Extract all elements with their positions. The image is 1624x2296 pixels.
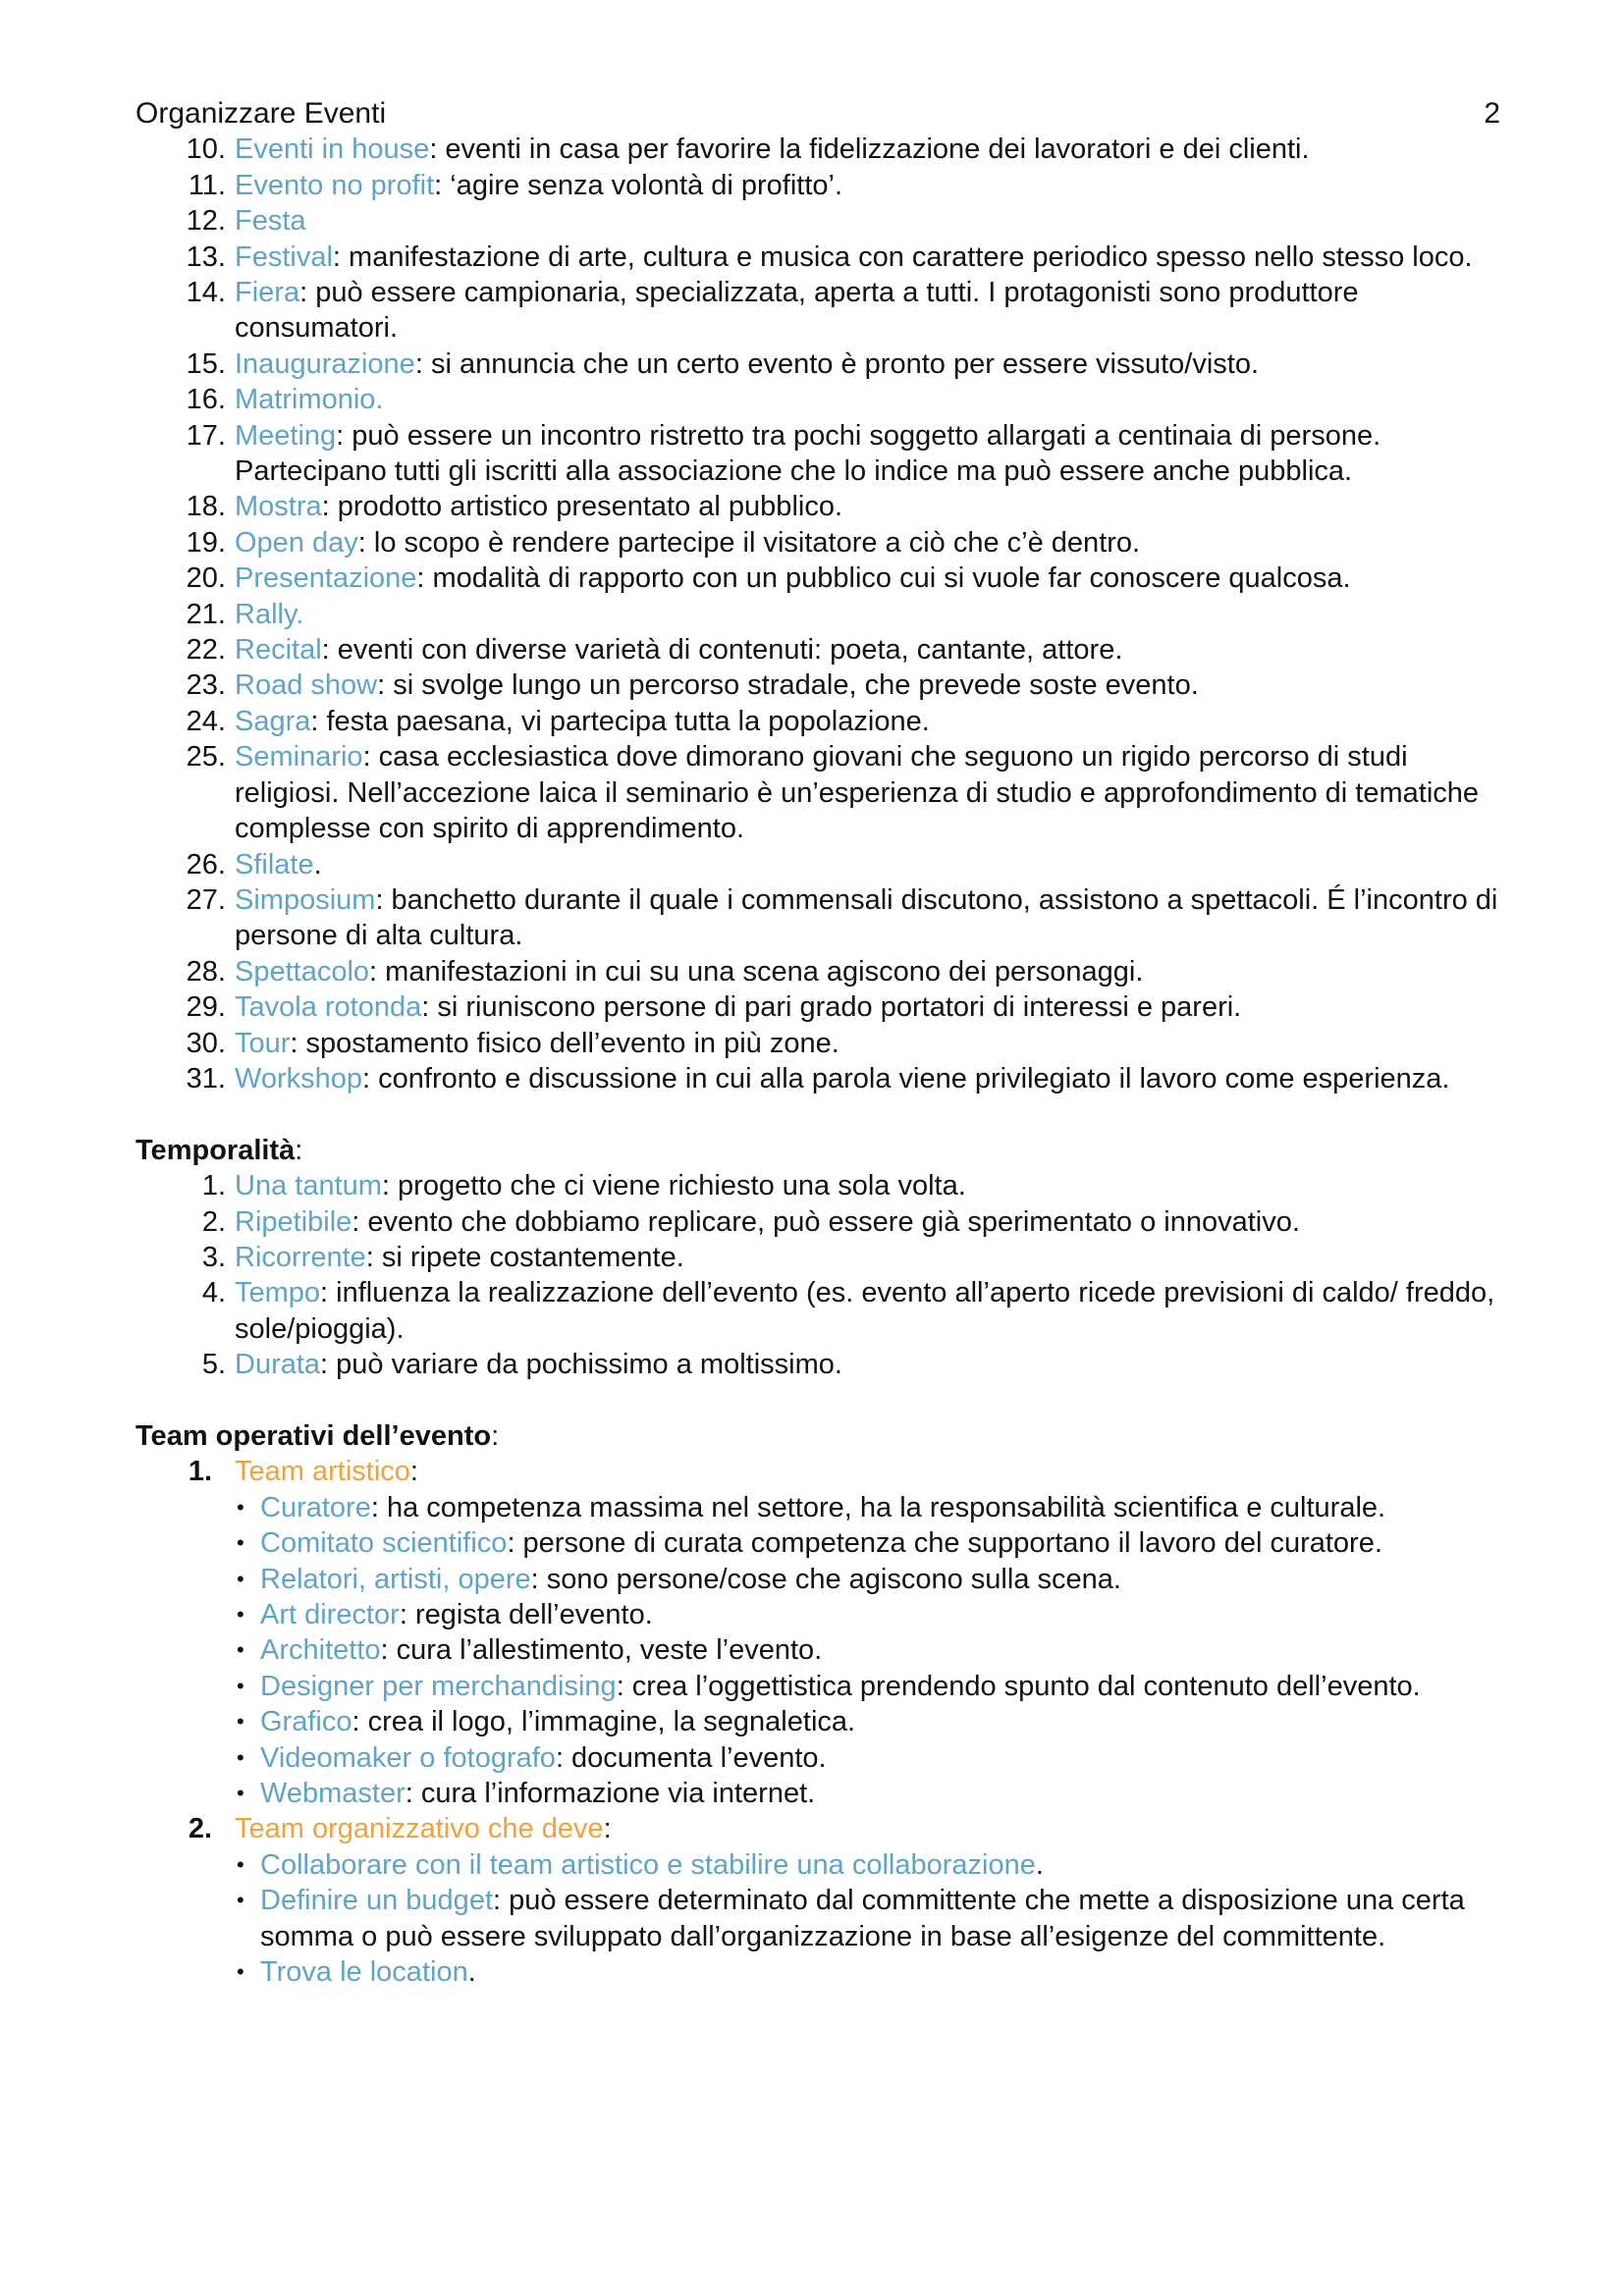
bullet-icon: •: [237, 1530, 244, 1556]
item-description: : eventi con diverse varietà di contenuti: poeta, cantante, attore.: [321, 634, 1123, 667]
list-item: [135, 203, 1500, 239]
item-term: Meeting: [235, 419, 337, 452]
item-term: Festa: [235, 205, 306, 238]
item-description: .: [467, 1956, 476, 1989]
item-description: : confronto e discussione in cui alla parola viene privilegiato il lavoro come esperienza.: [362, 1062, 1450, 1095]
item-description: : lo scopo è rendere partecipe il visitatore a ciò che c’è dentro.: [357, 526, 1141, 559]
item-number: 11.: [188, 169, 226, 201]
item-description: : crea l’oggettistica prendendo spunto dal contenuto dell’evento.: [616, 1670, 1421, 1702]
item-description: : cura l’informazione via internet.: [405, 1778, 816, 1810]
item-number: 15.: [186, 347, 226, 380]
bullet-icon: •: [237, 1602, 244, 1628]
item-number: 23.: [186, 669, 226, 702]
item-number: 25.: [186, 741, 226, 774]
list-item: [135, 382, 1500, 417]
item-description: : modalità di rapporto con un pubblico cui si vuole far conoscere qualcosa.: [416, 562, 1351, 595]
item-description: : si svolge lungo un percorso stradale, che prevede soste evento.: [377, 669, 1199, 702]
group-label-colon: :: [409, 1456, 418, 1488]
item-description: : può essere determinato dal committente che mette a disposizione una certa somma o può essere sviluppato dall’organizzazione in base all’esigenze del committente.: [260, 1885, 1465, 1952]
item-term: Durata: [235, 1349, 321, 1381]
item-term: Eventi in house: [235, 133, 430, 166]
list-item: [135, 275, 1500, 347]
item-term: Tempo: [235, 1277, 321, 1309]
temporalita-heading: [135, 1133, 1500, 1168]
item-term: Definire un budget: [260, 1885, 493, 1917]
item-term: Presentazione: [235, 562, 417, 595]
item-number: 26.: [186, 848, 226, 881]
list-item: [135, 667, 1500, 703]
document-title: Organizzare Eventi: [135, 97, 387, 130]
list-item: [135, 882, 1500, 954]
list-item: [135, 1204, 1500, 1240]
item-description: .: [313, 848, 322, 881]
bullet-icon: •: [237, 1709, 244, 1735]
page-header: [135, 96, 1500, 132]
item-number: 1.: [201, 1170, 226, 1202]
item-number: 10.: [186, 133, 226, 166]
item-description: : si annuncia che un certo evento è pronto per essere vissuto/visto.: [414, 347, 1260, 380]
bullet-list: [235, 1847, 1500, 1991]
item-description: : spostamento fisico dell’evento in più zone.: [290, 1027, 839, 1059]
spacer: [135, 1383, 1500, 1418]
list-item: [135, 739, 1500, 846]
list-item: [135, 168, 1500, 203]
bullet-icon: •: [237, 1888, 244, 1913]
list-item: [135, 1026, 1500, 1061]
item-term: Mostra: [235, 491, 322, 523]
team-groups-list: [135, 1454, 1500, 1990]
page-number: 2: [1484, 97, 1500, 130]
item-description: : manifestazioni in cui su una scena agiscono dei personaggi.: [369, 955, 1144, 988]
item-number: 5.: [201, 1349, 226, 1381]
item-number: 17.: [186, 419, 226, 452]
group-label: Team organizzativo che deve: [235, 1813, 604, 1845]
item-term: Inaugurazione: [235, 347, 415, 380]
list-item: [135, 561, 1500, 596]
item-number: 19.: [186, 526, 226, 559]
bullet-item: [235, 1669, 1500, 1704]
item-number: 29.: [186, 991, 226, 1024]
spacer: [135, 1096, 1500, 1132]
bullet-item: [235, 1525, 1500, 1561]
item-number: 18.: [186, 491, 226, 523]
section-title: Temporalità: [135, 1134, 296, 1166]
item-term: Tour: [235, 1027, 291, 1059]
item-term: Designer per merchandising: [260, 1670, 617, 1702]
item-description: : si ripete costantemente.: [365, 1241, 684, 1273]
group-number: 1.: [188, 1456, 212, 1488]
bullet-icon: •: [237, 1637, 244, 1663]
item-description: : progetto che ci viene richiesto una sola volta.: [381, 1170, 966, 1202]
item-description: : crea il logo, l’immagine, la segnaletica.: [352, 1706, 856, 1738]
item-description: : ha competenza massima nel settore, ha la responsabilità scientifica e culturale.: [370, 1491, 1386, 1523]
item-term: Comitato scientifico: [260, 1527, 508, 1560]
item-description: : casa ecclesiastica dove dimorano giovani che seguono un rigido percorso di studi religiosi. Nell’accezione laica il seminario è un’esperienza di studio e approfondimento di tematiche complesse con spirito di apprendimento.: [235, 741, 1480, 845]
item-term: Recital: [235, 634, 322, 667]
item-term: Spettacolo: [235, 955, 370, 988]
item-term: Tavola rotonda: [235, 991, 422, 1024]
item-description: : può essere un incontro ristretto tra pochi soggetto allargati a centinaia di persone. Partecipano tutti gli iscritti alla associazione che lo indice ma può essere anche pubblica.: [235, 419, 1381, 488]
list-item: [135, 704, 1500, 739]
item-number: 2.: [201, 1205, 226, 1238]
list-item: [135, 1275, 1500, 1347]
item-number: 28.: [186, 955, 226, 988]
item-term: Trova le location: [260, 1956, 468, 1989]
list-item: [135, 240, 1500, 275]
item-term: Webmaster: [260, 1778, 406, 1810]
bullet-item: [235, 1776, 1500, 1811]
bullet-icon: •: [237, 1673, 244, 1698]
list-item: [135, 632, 1500, 667]
list-item: [135, 597, 1500, 632]
bullet-item: [235, 1847, 1500, 1883]
item-number: 20.: [186, 562, 226, 595]
item-number: 3.: [201, 1241, 226, 1273]
group-number: 2.: [188, 1813, 212, 1845]
item-description: : manifestazione di arte, cultura e musica con carattere periodico spesso nello stesso loco.: [332, 240, 1473, 273]
bullet-icon: •: [237, 1744, 244, 1770]
list-item: [135, 989, 1500, 1025]
group-heading: [235, 1454, 1500, 1489]
item-term: Art director: [260, 1599, 400, 1631]
bullet-icon: •: [237, 1851, 244, 1877]
group-label: Team artistico: [235, 1456, 410, 1488]
document-page: [135, 96, 1500, 1990]
item-term: Architetto: [260, 1634, 381, 1667]
bullet-icon: •: [237, 1781, 244, 1806]
item-term: Fiera: [235, 277, 300, 309]
temporalita-list: [135, 1168, 1500, 1382]
section-title: Team operativi dell’evento: [135, 1419, 492, 1452]
item-term: Simposium: [235, 883, 376, 916]
item-term: Open day: [235, 526, 358, 559]
team-group: [135, 1811, 1500, 1990]
item-description: : eventi in casa per favorire la fidelizzazione dei lavoratori e dei clienti.: [429, 133, 1310, 166]
list-item: [135, 1168, 1500, 1203]
bullet-item: [235, 1490, 1500, 1525]
bullet-item: [235, 1954, 1500, 1990]
item-description: : può essere campionaria, specializzata, aperta a tutti. I protagonisti sono produttore consumatori.: [235, 277, 1359, 345]
bullet-icon: •: [237, 1959, 244, 1985]
item-number: 4.: [201, 1277, 226, 1309]
event-types-list: [135, 132, 1500, 1096]
team-group: [135, 1454, 1500, 1811]
list-item: [135, 954, 1500, 989]
bullet-item: [235, 1632, 1500, 1668]
item-term: Matrimonio.: [235, 384, 384, 416]
item-description: : persone di curata competenza che supportano il lavoro del curatore.: [507, 1527, 1382, 1560]
list-item: [135, 489, 1500, 524]
item-term: Videomaker o fotografo: [260, 1741, 556, 1774]
list-item: [135, 1061, 1500, 1096]
item-number: 14.: [186, 277, 226, 309]
item-description: : prodotto artistico presentato al pubblico.: [321, 491, 843, 523]
list-item: [135, 132, 1500, 167]
item-number: 31.: [186, 1062, 226, 1095]
item-description: : banchetto durante il quale i commensali discutono, assistono a spettacoli. É l’incontro di persone di alta cultura.: [235, 883, 1498, 952]
bullet-icon: •: [237, 1494, 244, 1520]
list-item: [135, 1347, 1500, 1382]
item-term: Road show: [235, 669, 378, 702]
title-colon: :: [295, 1134, 303, 1166]
list-item: [135, 418, 1500, 490]
item-description: : ‘agire senza volontà di profitto’.: [434, 169, 843, 201]
item-number: 22.: [186, 634, 226, 667]
team-heading: [135, 1418, 1500, 1454]
item-term: Grafico: [260, 1706, 352, 1738]
item-description: : regista dell’evento.: [399, 1599, 653, 1631]
title-colon: :: [491, 1419, 500, 1452]
bullet-item: [235, 1597, 1500, 1632]
bullet-item: [235, 1740, 1500, 1776]
item-description: : sono persone/cose che agiscono sulla scena.: [530, 1563, 1121, 1595]
item-description: : evento che dobbiamo replicare, può essere già sperimentato o innovativo.: [352, 1205, 1300, 1238]
item-term: Ricorrente: [235, 1241, 366, 1273]
group-heading: [235, 1811, 1500, 1846]
list-item: [135, 1240, 1500, 1275]
item-description: : si riuniscono persone di pari grado portatori di interessi e pareri.: [421, 991, 1242, 1024]
item-description: : cura l’allestimento, veste l’evento.: [380, 1634, 823, 1667]
item-term: Evento no profit: [235, 169, 435, 201]
item-description: : festa paesana, vi partecipa tutta la popolazione.: [310, 705, 930, 737]
item-term: Curatore: [260, 1491, 371, 1523]
item-term: Rally.: [235, 598, 304, 630]
item-term: Sfilate: [235, 848, 314, 881]
item-number: 30.: [186, 1027, 226, 1059]
bullet-item: [235, 1883, 1500, 1954]
item-term: Ripetibile: [235, 1205, 352, 1238]
item-number: 12.: [186, 205, 226, 238]
item-term: Una tantum: [235, 1170, 382, 1202]
list-item: [135, 347, 1500, 382]
item-term: Festival: [235, 240, 333, 273]
list-item: [135, 847, 1500, 882]
item-number: 24.: [186, 705, 226, 737]
item-term: Workshop: [235, 1062, 363, 1095]
list-item: [135, 525, 1500, 561]
bullet-item: [235, 1704, 1500, 1739]
item-description: : influenza la realizzazione dell’evento (es. evento all’aperto ricede previsioni di caldo/ freddo, sole/pioggia).: [235, 1277, 1495, 1345]
item-number: 21.: [186, 598, 226, 630]
group-label-colon: :: [603, 1813, 612, 1845]
item-description: : può variare da pochissimo a moltissimo.: [320, 1349, 842, 1381]
bullet-item: [235, 1562, 1500, 1597]
item-description: .: [1035, 1848, 1044, 1881]
bullet-icon: •: [237, 1566, 244, 1591]
item-term: Sagra: [235, 705, 311, 737]
item-number: 16.: [186, 384, 226, 416]
bullet-list: [235, 1490, 1500, 1812]
item-number: 13.: [186, 240, 226, 273]
item-term: Relatori, artisti, opere: [260, 1563, 531, 1595]
item-number: 27.: [186, 883, 226, 916]
item-term: Collaborare con il team artistico e stabilire una collaborazione: [260, 1848, 1036, 1881]
item-term: Seminario: [235, 741, 363, 774]
item-description: : documenta l’evento.: [555, 1741, 827, 1774]
